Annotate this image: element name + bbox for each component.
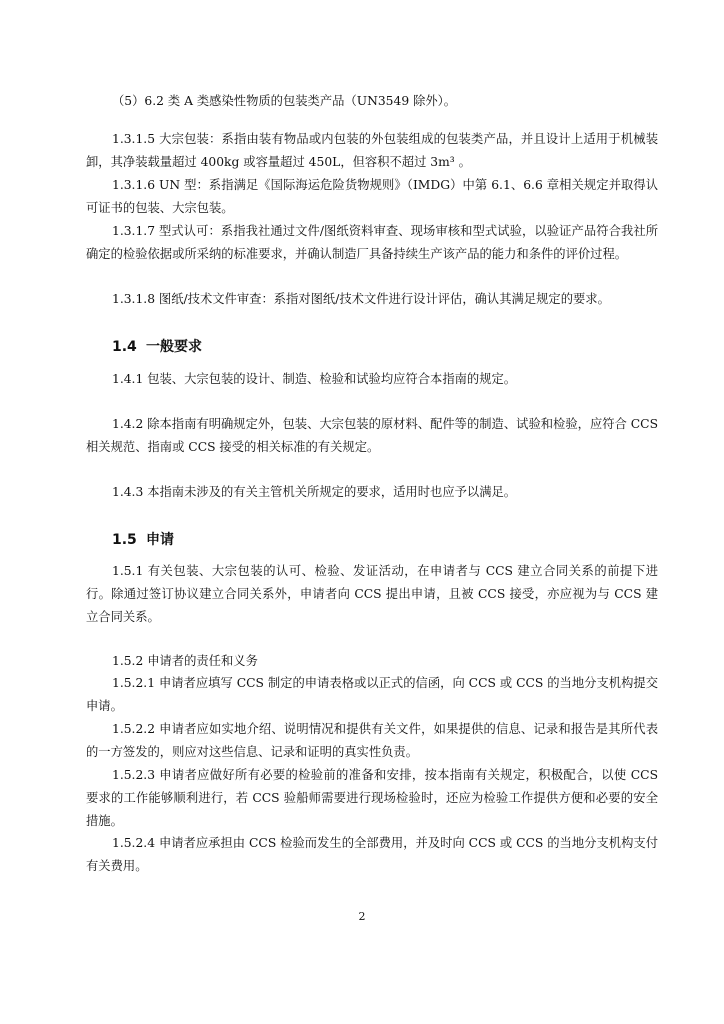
section-title: 申请 [146, 532, 174, 548]
paragraph-1-4-2: 1.4.2 除本指南有明确规定外，包装、大宗包装的原材料、配件等的制造、试验和检验，应符合 CCS 相关规范、指南或 CCS 接受的相关标准的有关规定。 [86, 417, 658, 454]
section-number: 1.4 [112, 339, 137, 355]
paragraph-1-3-1-7: 1.3.1.7 型式认可：系指我社通过文件/图纸资料审查、现场审核和型式试验，以验证产品符合我社所确定的检验依据或所采纳的标准要求，并确认制造厂具备持续生产该产品的能力和条件的评价过程。 [86, 224, 658, 261]
paragraph-1-5-2-4: 1.5.2.4 申请者应承担由 CCS 检验而发生的全部费用，并及时向 CCS 或 CCS 的当地分支机构支付有关费用。 [86, 836, 658, 873]
section-heading-1-4 [112, 337, 202, 357]
paragraph-1-5-2-3: 1.5.2.3 申请者应做好所有必要的检验前的准备和安排，按本指南有关规定，积极配合，以使 CCS 要求的工作能够顺利进行，若 CCS 验船师需要进行现场检验时，还应为检验工作提供方便和必要的安全措施。 [86, 768, 658, 828]
paragraph-1-4-3: 1.4.3 本指南未涉及的有关主管机关所规定的要求，适用时也应予以满足。 [112, 485, 517, 499]
section-title: 一般要求 [146, 339, 202, 355]
paragraph-1-5-1: 1.5.1 有关包装、大宗包装的认可、检验、发证活动，在申请者与 CCS 建立合同关系的前提下进行。除通过签订协议建立合同关系外，申请者向 CCS 提出申请，且被 CCS 接受，亦应视为与 CCS 建立合同关系。 [86, 564, 658, 624]
paragraph-1-5-2: 1.5.2 申请者的责任和义务 [112, 654, 258, 668]
paragraph-1-3-1-8: 1.3.1.8 图纸/技术文件审查：系指对图纸/技术文件进行设计评估，确认其满足规定的要求。 [112, 292, 610, 306]
paragraph-1-3-1-6: 1.3.1.6 UN 型：系指满足《国际海运危险货物规则》（IMDG）中第 6.1、6.6 章相关规定并取得认可证书的包装、大宗包装。 [86, 178, 658, 215]
paragraph-1-5-2-2: 1.5.2.2 申请者应如实地介绍、说明情况和提供有关文件，如果提供的信息、记录和报告是其所代表的一方签发的，则应对这些信息、记录和证明的真实性负责。 [86, 722, 658, 759]
section-heading-1-5 [112, 530, 174, 550]
page-number: 2 [358, 910, 366, 923]
paragraph-1-5-2-1: 1.5.2.1 申请者应填写 CCS 制定的申请表格或以正式的信函，向 CCS 或 CCS 的当地分支机构提交申请。 [86, 676, 658, 713]
paragraph-1-3-1-5: 1.3.1.5 大宗包装：系指由装有物品或内包装的外包装组成的包装类产品，并且设计上适用于机械装卸，其净装载量超过 400kg 或容量超过 450L，但容积不超过 3m³ 。 [86, 132, 658, 169]
paragraph-5-infectious: （5）6.2 类 A 类感染性物质的包装类产品（UN3549 除外）。 [112, 94, 457, 108]
section-number: 1.5 [112, 532, 137, 548]
paragraph-1-4-1: 1.4.1 包装、大宗包装的设计、制造、检验和试验均应符合本指南的规定。 [112, 372, 517, 386]
